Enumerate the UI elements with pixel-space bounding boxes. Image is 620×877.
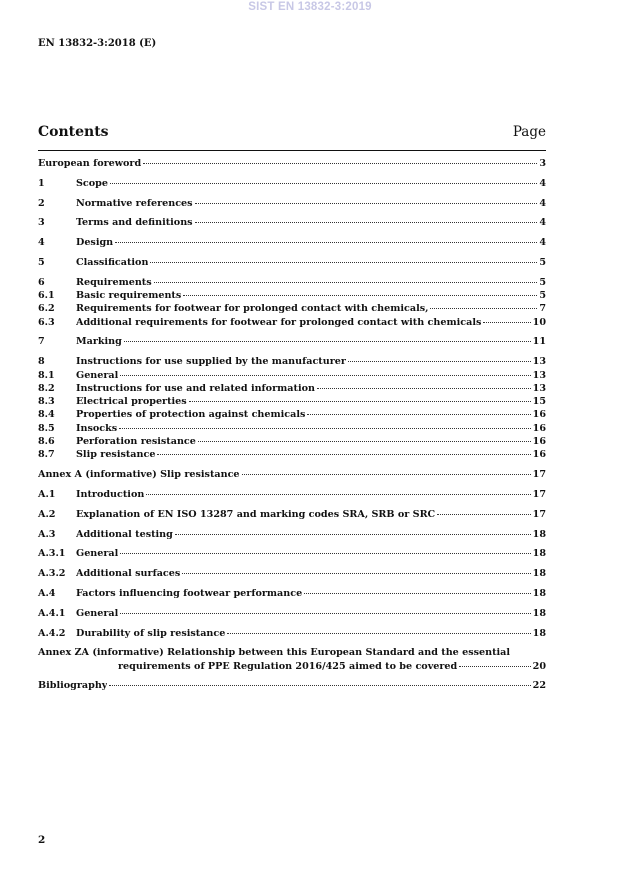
toc-entry[interactable] <box>38 448 546 461</box>
toc-entry[interactable] <box>38 369 546 382</box>
toc-entry-number: 8.5 <box>38 422 55 434</box>
toc-entry-title: European foreword <box>38 158 142 169</box>
toc-entry-number: 8.2 <box>38 382 55 394</box>
toc-entry[interactable] <box>38 302 546 315</box>
toc-entry-title: Basic requirements <box>76 290 182 302</box>
toc-entry-number: 8.1 <box>38 369 55 381</box>
toc-entry[interactable] <box>38 627 546 640</box>
toc-entry-title-continued: requirements of PPE Regulation 2016/425 aimed to be covered <box>118 660 458 672</box>
toc-entry[interactable] <box>38 335 546 348</box>
toc-entry-title: Requirements for footwear for prolonged contact with chemicals, <box>76 303 429 315</box>
toc-entry-title: Classification <box>76 256 149 268</box>
toc-entry-number: A.4.1 <box>38 607 66 619</box>
toc-entry-title: Additional surfaces <box>76 568 181 580</box>
toc-entry-page: 4 <box>539 237 546 249</box>
toc-entry-page: 18 <box>532 548 546 560</box>
toc-entry[interactable] <box>38 488 546 501</box>
toc-entry[interactable] <box>38 607 546 620</box>
toc-entry[interactable] <box>38 528 546 541</box>
toc-entry-title: General <box>76 607 119 619</box>
toc-entry-page: 15 <box>532 396 546 408</box>
toc-entry-title: Terms and definitions <box>76 217 193 229</box>
toc-entry-page: 18 <box>532 587 546 599</box>
toc-entry-title: Explanation of EN ISO 13287 and marking codes SRA, SRB or SRC <box>76 508 436 520</box>
toc-entry[interactable] <box>38 355 546 368</box>
toc-entry-page: 22 <box>532 680 546 692</box>
toc-entry-page: 16 <box>532 436 546 448</box>
toc-entry-page: 16 <box>532 409 546 421</box>
toc-entry[interactable] <box>38 587 546 600</box>
toc-entry[interactable] <box>38 508 546 521</box>
contents-title: Contents <box>38 124 109 140</box>
toc-entry-number: A.4.2 <box>38 627 66 639</box>
toc-entry-number: 7 <box>38 336 45 348</box>
toc-entry-title: Annex A (informative) Slip resistance <box>38 469 240 481</box>
toc-entry-title: Durability of slip resistance <box>76 627 226 639</box>
toc-entry-title: Marking <box>76 336 122 348</box>
toc-entry-number: A.3 <box>38 528 56 540</box>
toc-entry-page: 20 <box>532 660 546 672</box>
toc-entry-page: 4 <box>539 197 546 209</box>
page-column-label: Page <box>512 124 546 140</box>
toc-entry-number: A.4 <box>38 587 56 599</box>
table-of-contents <box>38 157 546 693</box>
toc-entry-title: Insocks <box>76 422 118 434</box>
toc-entry-title: Annex ZA (informative) Relationship between this European Standard and the essential <box>38 647 511 659</box>
watermark: SIST EN 13832-3:2019 <box>248 1 372 13</box>
toc-entry-page: 5 <box>539 290 546 302</box>
toc-entry-page: 17 <box>532 508 546 520</box>
toc-entry[interactable] <box>38 422 546 435</box>
document-id: EN 13832-3:2018 (E) <box>38 38 157 49</box>
toc-entry-title: General <box>76 548 119 560</box>
toc-entry-number: 3 <box>38 217 45 229</box>
toc-entry[interactable] <box>38 197 546 210</box>
toc-entry-number: 6 <box>38 276 45 288</box>
toc-entry-number: 6.1 <box>38 290 55 302</box>
toc-entry-page: 5 <box>539 276 546 288</box>
toc-entry[interactable] <box>38 567 546 580</box>
toc-entry-number: A.2 <box>38 508 56 520</box>
toc-entry[interactable] <box>38 435 546 448</box>
toc-entry-number: 8 <box>38 356 45 368</box>
toc-entry-number: A.3.2 <box>38 568 66 580</box>
toc-entry-title: Perforation resistance <box>76 436 196 448</box>
toc-entry[interactable] <box>38 547 546 560</box>
toc-entry-number: 8.6 <box>38 436 55 448</box>
page-number: 2 <box>38 834 46 846</box>
toc-entry-page: 7 <box>539 303 546 315</box>
toc-entry-page: 13 <box>532 382 546 394</box>
toc-entry-page: 16 <box>532 422 546 434</box>
toc-entry-title: General <box>76 369 119 381</box>
toc-entry-number: 2 <box>38 197 45 209</box>
toc-entry-title: Additional testing <box>76 528 173 540</box>
toc-entry-title: Scope <box>76 177 108 189</box>
toc-entry-title: Bibliography <box>38 680 108 692</box>
toc-entry[interactable] <box>38 289 546 302</box>
toc-entry-number: 1 <box>38 177 45 189</box>
toc-entry[interactable] <box>38 216 546 229</box>
toc-entry[interactable] <box>38 256 546 269</box>
toc-entry-page: 18 <box>532 607 546 619</box>
toc-entry-number: A.1 <box>38 488 56 500</box>
toc-entry-number: 4 <box>38 237 45 249</box>
toc-entry-title: Electrical properties <box>76 396 187 408</box>
toc-entry-number: 6.2 <box>38 303 55 315</box>
toc-entry-title: Instructions for use supplied by the manufacturer <box>76 356 346 368</box>
toc-entry-page: 5 <box>539 256 546 268</box>
toc-entry-title: Introduction <box>76 488 145 500</box>
toc-entry-number: 8.4 <box>38 409 55 421</box>
toc-entry-title: Slip resistance <box>76 449 156 461</box>
toc-entry-number: 8.3 <box>38 396 55 408</box>
toc-entry-foreword[interactable] <box>38 157 546 170</box>
toc-entry-title: Requirements <box>76 276 152 288</box>
toc-entry-annex-a[interactable] <box>38 468 546 481</box>
toc-entry-number: 8.7 <box>38 449 55 461</box>
toc-entry-page: 11 <box>532 336 546 348</box>
toc-entry-title: Factors influencing footwear performance <box>76 587 303 599</box>
toc-entry[interactable] <box>38 236 546 249</box>
toc-entry-page: 17 <box>532 488 546 500</box>
toc-entry-page: 10 <box>532 316 546 328</box>
toc-entry-title: Design <box>76 237 114 249</box>
toc-entry-page: 17 <box>532 469 546 481</box>
toc-entry[interactable] <box>38 382 546 395</box>
toc-entry-number: 6.3 <box>38 316 55 328</box>
toc-entry-page: 4 <box>539 217 546 229</box>
toc-entry-page: 13 <box>532 356 546 368</box>
toc-entry-number: 5 <box>38 256 45 268</box>
toc-entry-bibliography[interactable] <box>38 679 546 692</box>
toc-entry-page: 18 <box>532 627 546 639</box>
toc-entry[interactable] <box>38 395 546 408</box>
toc-entry-title: Additional requirements for footwear for prolonged contact with chemicals <box>76 316 482 328</box>
contents-divider <box>38 150 546 151</box>
toc-entry-number: A.3.1 <box>38 548 66 560</box>
toc-entry-page: 13 <box>532 369 546 381</box>
toc-entry[interactable] <box>38 408 546 421</box>
toc-entry[interactable] <box>38 177 546 190</box>
toc-entry-annex-za[interactable] <box>38 646 546 673</box>
toc-entry-title: Normative references <box>76 197 193 209</box>
toc-entry-page: 18 <box>532 568 546 580</box>
toc-entry[interactable] <box>38 316 546 329</box>
toc-entry-title: Properties of protection against chemicals <box>76 409 306 421</box>
toc-entry-page: 18 <box>532 528 546 540</box>
toc-entry[interactable] <box>38 276 546 289</box>
toc-entry-page: 3 <box>539 158 546 169</box>
toc-entry-page: 4 <box>539 177 546 189</box>
toc-entry-title: Instructions for use and related information <box>76 382 315 394</box>
toc-entry-page: 16 <box>532 449 546 461</box>
